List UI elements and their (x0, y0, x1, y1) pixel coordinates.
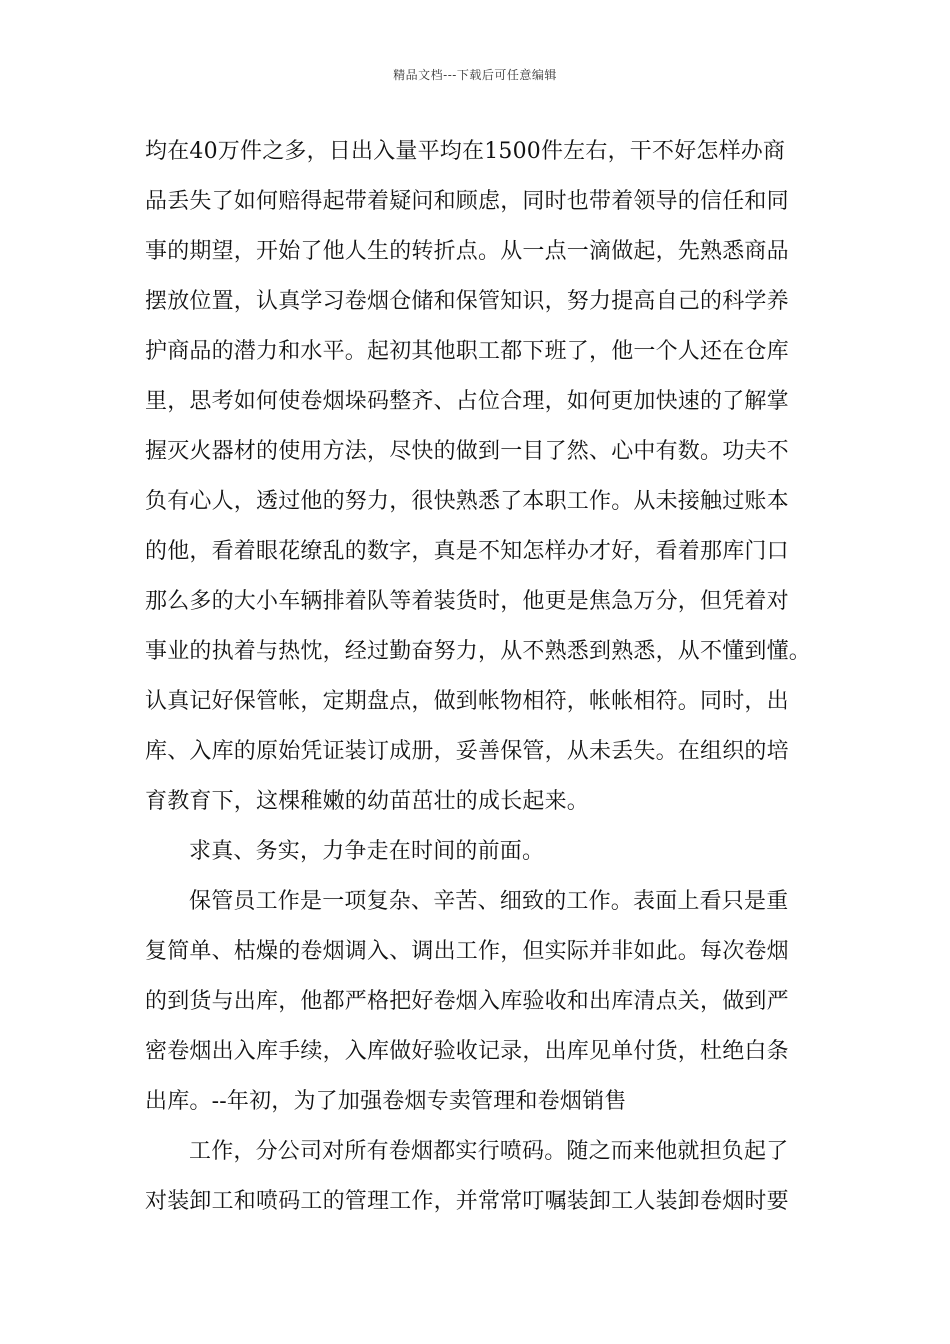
text-line: 里，思考如何使卷烟垛码整齐、占位合理，如何更加快速的了解掌 (145, 389, 789, 414)
text-line: 对装卸工和喷码工的管理工作，并常常叮嘱装卸工人装卸卷烟时要 (145, 1189, 789, 1214)
text-line: 的到货与出库，他都严格把好卷烟入库验收和出库清点关，做到严 (145, 989, 789, 1014)
text-line: 事业的执着与热忱，经过勤奋努力，从不熟悉到熟悉，从不懂到懂。 (145, 639, 812, 664)
text-line: 护商品的潜力和水平。起初其他职工都下班了，他一个人还在仓库 (145, 339, 789, 364)
text-line: 摆放位置，认真学习卷烟仓储和保管知识，努力提高自己的科学养 (145, 289, 789, 314)
text-line: 均在40万件之多，日出入量平均在1500件左右，干不好怎样办商 (145, 139, 786, 164)
text-line: 品丢失了如何赔得起带着疑问和顾虑，同时也带着领导的信任和同 (145, 189, 789, 214)
text-line: 库、入库的原始凭证装订成册，妥善保管，从未丢失。在组织的培 (145, 739, 789, 764)
text-line: 那么多的大小车辆排着队等着装货时，他更是焦急万分，但凭着对 (145, 589, 789, 614)
text-line: 工作，分公司对所有卷烟都实行喷码。随之而来他就担负起了 (189, 1139, 789, 1164)
section-heading: 求真、务实，力争走在时间的前面。 (189, 839, 545, 864)
text-line: 育教育下，这棵稚嫩的幼苗茁壮的成长起来。 (145, 789, 590, 814)
text-line: 保管员工作是一项复杂、辛苦、细致的工作。表面上看只是重 (189, 889, 789, 914)
text-line: 复简单、枯燥的卷烟调入、调出工作，但实际并非如此。每次卷烟 (145, 939, 789, 964)
text-line: 密卷烟出入库手续，入库做好验收记录，出库见单付货，杜绝白条 (145, 1039, 789, 1064)
text-line: 出库。--年初，为了加强卷烟专卖管理和卷烟销售 (145, 1089, 627, 1114)
text-line: 负有心人，透过他的努力，很快熟悉了本职工作。从未接触过账本 (145, 489, 789, 514)
text-line: 握灭火器材的使用方法，尽快的做到一目了然、心中有数。功夫不 (145, 439, 789, 464)
text-line: 事的期望，开始了他人生的转折点。从一点一滴做起，先熟悉商品 (145, 239, 789, 264)
body-text (145, 134, 825, 1234)
page-header: 精品文档---下载后可任意编辑 (393, 68, 557, 82)
text-line: 认真记好保管帐，定期盘点，做到帐物相符，帐帐相符。同时，出 (145, 689, 789, 714)
text-line: 的他，看着眼花缭乱的数字，真是不知怎样办才好，看着那库门口 (145, 539, 789, 564)
